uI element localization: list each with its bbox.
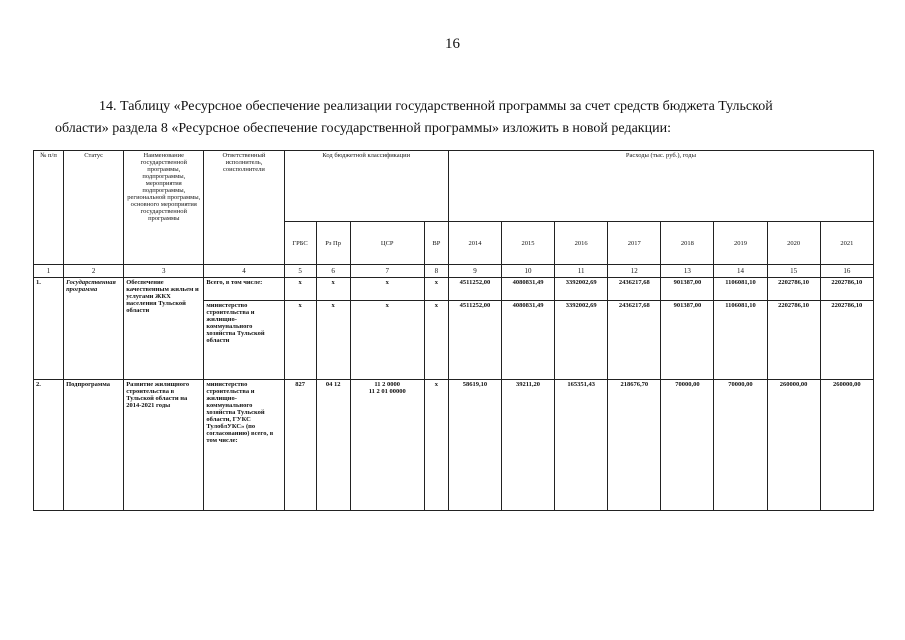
header-name: Наименование государственной программы, подпрограммы, мероприятия подпрограммы, региональной программы, основного мероприятия государственной программы (124, 151, 204, 265)
header-year: 2016 (555, 222, 608, 265)
header-expenses: Расходы (тыс. руб.), годы (448, 151, 873, 222)
column-number: 2 (64, 265, 124, 278)
cell-csr: х (350, 278, 424, 301)
cell-value: 2202786,10 (767, 278, 820, 301)
column-number: 7 (350, 265, 424, 278)
column-number: 10 (502, 265, 555, 278)
column-number: 3 (124, 265, 204, 278)
cell-value: 70000,00 (714, 380, 767, 511)
row-executor: министерство строительства и жилищно-коммунального хозяйства Тульской области, ГУКС ТулоблУКС» (по согласованию) всего, в том числе: (204, 380, 284, 511)
row-number: 2. (34, 380, 64, 511)
column-number: 5 (284, 265, 316, 278)
cell-vr: х (424, 278, 448, 301)
header-kbk: Код бюджетной классификации (284, 151, 448, 222)
cell-rzpr: 04 12 (316, 380, 350, 511)
header-csr: ЦСР (350, 222, 424, 265)
cell-vr: х (424, 380, 448, 511)
cell-value: 1106081,10 (714, 278, 767, 301)
csr-code-1: 11 2 0000 (374, 381, 401, 388)
column-number: 15 (767, 265, 820, 278)
header-year: 2015 (502, 222, 555, 265)
header-year: 2014 (448, 222, 501, 265)
cell-value: 4511252,00 (448, 301, 501, 380)
header-year: 2017 (608, 222, 661, 265)
cell-value: 39211,20 (502, 380, 555, 511)
cell-value: 3392002,69 (555, 301, 608, 380)
column-number: 14 (714, 265, 767, 278)
cell-value: 58619,10 (448, 380, 501, 511)
column-number-row (34, 265, 874, 278)
intro-line-2: области» раздела 8 «Ресурсное обеспечение государственной программы» изложить в новой редакции: (55, 121, 671, 136)
cell-value: 260000,00 (767, 380, 820, 511)
column-number: 4 (204, 265, 284, 278)
cell-value: 4080831,49 (502, 301, 555, 380)
cell-value: 4511252,00 (448, 278, 501, 301)
header-grbs: ГРБС (284, 222, 316, 265)
cell-csr: х (350, 301, 424, 380)
cell-value: 1106081,10 (714, 301, 767, 380)
header-rzpr: Рз Пр (316, 222, 350, 265)
cell-vr: х (424, 301, 448, 380)
header-executor: Ответственный исполнитель, соисполнители (204, 151, 284, 265)
cell-value: 2202786,10 (820, 278, 873, 301)
cell-value: 2202786,10 (767, 301, 820, 380)
table-row (34, 380, 874, 511)
cell-value: 70000,00 (661, 380, 714, 511)
row-executor: Всего, в том числе: (204, 278, 284, 301)
row-status: Подпрограмма (64, 380, 124, 511)
column-number: 11 (555, 265, 608, 278)
column-number: 9 (448, 265, 501, 278)
cell-grbs: х (284, 301, 316, 380)
cell-value: 901387,00 (661, 301, 714, 380)
cell-value: 4080831,49 (502, 278, 555, 301)
column-number: 16 (820, 265, 873, 278)
column-number: 13 (661, 265, 714, 278)
header-year: 2018 (661, 222, 714, 265)
row-name: Обеспечение качественным жильем и услугами ЖКХ населения Тульской области (124, 278, 204, 380)
cell-value: 3392002,69 (555, 278, 608, 301)
column-number: 8 (424, 265, 448, 278)
intro-paragraph (55, 96, 855, 140)
cell-grbs: х (284, 278, 316, 301)
header-status: Статус (64, 151, 124, 265)
cell-value: 2202786,10 (820, 301, 873, 380)
cell-value: 2436217,68 (608, 278, 661, 301)
cell-rzpr: х (316, 278, 350, 301)
resource-table (33, 150, 874, 511)
cell-csr (350, 380, 424, 511)
cell-rzpr: х (316, 301, 350, 380)
cell-value: 165351,43 (555, 380, 608, 511)
cell-value: 2436217,68 (608, 301, 661, 380)
row-number: 1. (34, 278, 64, 380)
csr-code-2: 11 2 01 00000 (368, 388, 406, 395)
column-number: 12 (608, 265, 661, 278)
cell-grbs: 827 (284, 380, 316, 511)
header-year: 2019 (714, 222, 767, 265)
column-number: 1 (34, 265, 64, 278)
cell-value: 260000,00 (820, 380, 873, 511)
header-year: 2021 (820, 222, 873, 265)
table-row (34, 278, 874, 301)
header-vr: ВР (424, 222, 448, 265)
cell-value: 901387,00 (661, 278, 714, 301)
header-num: № п/п (34, 151, 64, 265)
page-number: 16 (445, 36, 460, 52)
row-name: Развитие жилищного строительства в Тульской области на 2014-2021 годы (124, 380, 204, 511)
cell-value: 218676,70 (608, 380, 661, 511)
column-number: 6 (316, 265, 350, 278)
row-executor: министерство строительства и жилищно-коммунального хозяйства Тульской области (204, 301, 284, 380)
intro-line-1: 14. Таблицу «Ресурсное обеспечение реализации государственной программы за счет средств бюджета Тульской (99, 99, 773, 114)
header-year: 2020 (767, 222, 820, 265)
row-status: Государственная программа (64, 278, 124, 380)
header-row-1 (34, 151, 874, 222)
